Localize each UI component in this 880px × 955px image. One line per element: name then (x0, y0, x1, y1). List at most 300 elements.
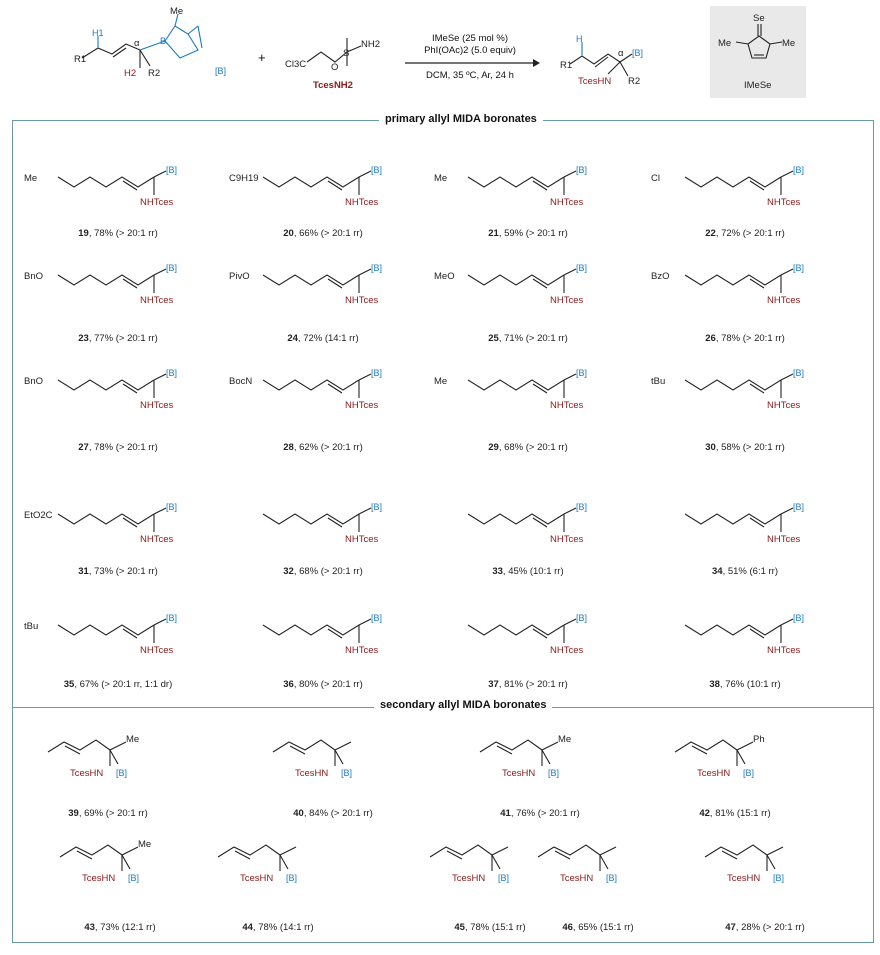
compound-33-caption (458, 566, 598, 577)
bond (359, 619, 371, 625)
compound-24-structure (223, 253, 423, 333)
compound-40-caption (263, 808, 403, 819)
compound-number: 40 (293, 808, 304, 819)
tcesnh2-structure (285, 20, 385, 95)
bond (65, 746, 80, 754)
tceshn-label: TcesHN (697, 768, 731, 779)
compound-38-structure (645, 603, 845, 683)
secondary-section-title: secondary allyl MIDA boronates (374, 699, 552, 711)
condition-line-2: PhI(OAc)2 (5.0 equiv) (424, 45, 516, 56)
compound-number: 38 (709, 679, 720, 690)
bond (767, 847, 783, 855)
compound-35-structure (18, 603, 218, 683)
r2-label: R2 (148, 68, 161, 79)
nhtces-label: NHTces (140, 534, 174, 545)
compound-33-structure (428, 492, 628, 572)
product-structure (560, 20, 670, 95)
boronate-label: [B] (576, 263, 588, 273)
compound-21-caption (458, 228, 598, 239)
nhtces-label: NHTces (767, 295, 801, 306)
bond (564, 374, 576, 380)
plus-sign: + (258, 50, 266, 65)
bond (58, 625, 154, 635)
compound-38-caption (675, 679, 815, 690)
compound-34-structure (645, 492, 845, 572)
boronate-label: [B] (548, 768, 560, 778)
compound-number: 27 (78, 442, 89, 453)
compound-yield: , 67% (> 20:1 rr, 1:1 dr) (74, 679, 173, 690)
bond (235, 851, 250, 859)
compound-yield: , 78% (14:1 rr) (252, 922, 314, 933)
compound-yield: , 28% (> 20:1 rr) (735, 922, 805, 933)
compound-number: 46 (562, 922, 573, 933)
nhtces-label: NHTces (345, 197, 379, 208)
compound-42-caption (665, 808, 805, 819)
primary-section-title: primary allyl MIDA boronates (379, 113, 543, 125)
tceshn-label: TcesHN (727, 873, 761, 884)
bond (263, 177, 359, 187)
compound-43-structure (30, 825, 210, 905)
nhtces-label: NHTces (550, 534, 584, 545)
compound-yield: , 65% (15:1 rr) (572, 922, 634, 933)
compound-number: 47 (725, 922, 736, 933)
compound-22-structure (645, 155, 845, 235)
tceshn-label: TcesHN (560, 873, 594, 884)
bond (273, 740, 335, 752)
compound-32-structure (223, 492, 423, 572)
nh2-label: NH2 (361, 39, 381, 50)
nhtces-label: NHTces (767, 645, 801, 656)
bond (122, 855, 130, 869)
alpha-label: α (134, 38, 140, 49)
compound-number: 37 (488, 679, 499, 690)
bond (58, 380, 154, 390)
compound-40-structure (243, 720, 423, 800)
boronate-label: [B] (773, 873, 785, 883)
compound-31-caption (48, 566, 188, 577)
compound-39-caption (38, 808, 178, 819)
boronate-label: [B] (576, 165, 588, 175)
nhtces-label: NHTces (140, 197, 174, 208)
nhtces-label: NHTces (550, 197, 584, 208)
compound-19-caption (48, 228, 188, 239)
nhtces-label: NHTces (767, 400, 801, 411)
compound-22-caption (675, 228, 815, 239)
compound-number: 28 (283, 442, 294, 453)
compound-21-structure (428, 155, 628, 235)
boronate-label: [B] (215, 66, 227, 76)
r1-label: R1 (74, 54, 87, 65)
bond (685, 625, 781, 635)
compound-number: 25 (488, 333, 499, 344)
compound-43-caption (50, 922, 190, 933)
compound-47-caption (695, 922, 835, 933)
imese-me-right: Me (782, 38, 796, 49)
bond (359, 374, 371, 380)
nhtces-label: NHTces (550, 295, 584, 306)
bond (58, 177, 154, 187)
nhtces-label: NHTces (140, 295, 174, 306)
bond (564, 269, 576, 275)
compound-yield: , 66% (> 20:1 rr) (293, 228, 363, 239)
boronate-label: [B] (371, 368, 383, 378)
product-r1-label: R1 (560, 60, 573, 71)
nhtces-label: NHTces (140, 400, 174, 411)
substituent-label: BnO (24, 376, 44, 387)
bond (447, 851, 462, 859)
compound-yield: , 77% (> 20:1 rr) (88, 333, 158, 344)
compound-44-structure (188, 825, 368, 905)
product-h-label: H (576, 34, 583, 44)
bond (492, 847, 508, 855)
compound-number: 41 (500, 808, 511, 819)
selenium-label: Se (753, 13, 765, 24)
product-boronate-label: [B] (632, 48, 644, 58)
starting-material-structure (70, 6, 250, 98)
compound-19-structure (18, 155, 218, 235)
boronate-label: [B] (793, 368, 805, 378)
compound-39-structure (18, 720, 198, 800)
boronate-label: [B] (371, 502, 383, 512)
compound-47-structure (675, 825, 855, 905)
compound-yield: , 58% (> 20:1 rr) (715, 442, 785, 453)
compound-number: 39 (68, 808, 79, 819)
compound-number: 45 (454, 922, 465, 933)
substituent-label: BzO (651, 271, 670, 282)
compound-number: 35 (63, 679, 75, 690)
tceshn-label: TcesHN (82, 873, 116, 884)
bond (280, 847, 296, 855)
boronate-label: [B] (576, 613, 588, 623)
bond (468, 380, 564, 390)
substituent-label: Me (434, 376, 448, 387)
boronate-label: [B] (576, 368, 588, 378)
compound-yield: , 78% (> 20:1 rr) (88, 442, 158, 453)
compound-41-caption (470, 808, 610, 819)
bond (263, 380, 359, 390)
substituent-label: Me (138, 839, 152, 850)
bond (722, 851, 737, 859)
bond (781, 508, 793, 514)
compound-41-structure (450, 720, 630, 800)
compound-36-caption (253, 679, 393, 690)
bond (538, 845, 600, 857)
compound-yield: , 72% (14:1 rr) (297, 333, 359, 344)
bond (280, 855, 288, 869)
compound-number: 19 (78, 228, 89, 239)
compound-24-caption (253, 333, 393, 344)
compound-20-caption (253, 228, 393, 239)
n-methyl-label: Me (170, 6, 184, 17)
bond (675, 740, 737, 752)
substituent-label: Ph (753, 734, 765, 745)
bond (480, 740, 542, 752)
compound-number: 20 (283, 228, 294, 239)
bond (359, 269, 371, 275)
compound-number: 34 (711, 566, 723, 577)
bond (685, 380, 781, 390)
tceshn-label: TcesHN (452, 873, 486, 884)
compound-31-structure (18, 492, 218, 572)
bond (497, 746, 512, 754)
bond (555, 851, 570, 859)
compound-yield: , 45% (10:1 rr) (502, 566, 564, 577)
bond (468, 177, 564, 187)
compound-number: 44 (242, 922, 253, 933)
bond (335, 742, 351, 750)
compound-yield: , 62% (> 20:1 rr) (293, 442, 363, 453)
bond (468, 275, 564, 285)
imese-structure (710, 6, 806, 98)
bond (335, 750, 343, 764)
substituent-label: PivO (229, 271, 250, 282)
boronate-label: [B] (116, 768, 128, 778)
substituent-label: EtO2C (24, 510, 53, 521)
compound-35-caption (48, 679, 188, 690)
bond (263, 625, 359, 635)
bond (122, 847, 138, 855)
product-nhtces-label: TcesHN (578, 76, 612, 87)
compound-23-structure (18, 253, 218, 333)
bond (48, 740, 110, 752)
boronate-label: [B] (166, 502, 178, 512)
bond (600, 847, 616, 855)
compound-46-caption (528, 922, 668, 933)
compound-yield: , 68% (> 20:1 rr) (293, 566, 363, 577)
compound-yield: , 71% (> 20:1 rr) (498, 333, 568, 344)
tcesnh2-name: TcesNH2 (313, 80, 353, 91)
compound-44-caption (208, 922, 348, 933)
boronate-label: [B] (793, 613, 805, 623)
bond (60, 845, 122, 857)
nhtces-label: NHTces (550, 645, 584, 656)
bond (359, 508, 371, 514)
compound-yield: , 73% (12:1 rr) (94, 922, 156, 933)
product-alpha-label: α (618, 48, 624, 59)
bond (154, 269, 166, 275)
bond (542, 750, 550, 764)
bond (468, 514, 564, 524)
bond (154, 171, 166, 177)
compound-27-caption (48, 442, 188, 453)
compound-yield: , 81% (> 20:1 rr) (498, 679, 568, 690)
compound-28-structure (223, 358, 423, 438)
bond (685, 514, 781, 524)
sulfur-label: S (343, 48, 350, 59)
bond (263, 275, 359, 285)
compound-yield: , 81% (15:1 rr) (709, 808, 771, 819)
boronate-label: [B] (371, 165, 383, 175)
nhtces-label: NHTces (345, 534, 379, 545)
boronate-label: [B] (166, 368, 178, 378)
bond (781, 171, 793, 177)
compound-yield: , 78% (> 20:1 rr) (88, 228, 158, 239)
compound-number: 26 (705, 333, 716, 344)
compound-27-structure (18, 358, 218, 438)
bond (468, 625, 564, 635)
substituent-label: Me (434, 173, 448, 184)
tceshn-label: TcesHN (70, 768, 104, 779)
substituent-label: Cl (651, 173, 660, 184)
bond (737, 742, 753, 750)
bond (781, 619, 793, 625)
compound-yield: , 68% (> 20:1 rr) (498, 442, 568, 453)
tceshn-label: TcesHN (502, 768, 536, 779)
condition-line-3: DCM, 35 ºC, Ar, 24 h (426, 70, 514, 81)
bond (218, 845, 280, 857)
bond (154, 508, 166, 514)
substituent-label: Me (24, 173, 38, 184)
cl3c-label: Cl3C (285, 59, 307, 70)
bond (154, 374, 166, 380)
substituent-label: MeO (434, 271, 455, 282)
bond (492, 855, 500, 869)
compound-32-caption (253, 566, 393, 577)
compound-number: 29 (488, 442, 499, 453)
boronate-label: [B] (371, 613, 383, 623)
compound-26-caption (675, 333, 815, 344)
compound-number: 43 (84, 922, 95, 933)
compound-yield: , 78% (> 20:1 rr) (715, 333, 785, 344)
compound-42-structure (645, 720, 825, 800)
bond (154, 619, 166, 625)
compound-26-structure (645, 253, 845, 333)
compound-yield: , 51% (6:1 rr) (722, 566, 778, 577)
catalyst-box (710, 6, 806, 98)
compound-number: 36 (283, 679, 294, 690)
bond (263, 514, 359, 524)
nhtces-label: NHTces (767, 197, 801, 208)
h2-label: H2 (124, 68, 137, 79)
product-r2-label: R2 (628, 76, 641, 87)
compound-yield: , 76% (10:1 rr) (719, 679, 781, 690)
boronate-label: [B] (606, 873, 618, 883)
boronate-label: [B] (793, 165, 805, 175)
tceshn-label: TcesHN (295, 768, 329, 779)
compound-46-structure (508, 825, 688, 905)
compound-25-caption (458, 333, 598, 344)
compound-30-caption (675, 442, 815, 453)
compound-number: 30 (705, 442, 716, 453)
bond (781, 269, 793, 275)
bond (290, 746, 305, 754)
boronate-label: [B] (128, 873, 140, 883)
substituent-label: C9H19 (229, 173, 259, 184)
h1-label: H1 (92, 28, 104, 38)
compound-23-caption (48, 333, 188, 344)
nhtces-label: NHTces (345, 295, 379, 306)
bond (564, 619, 576, 625)
compound-29-structure (428, 358, 628, 438)
ether-o-label: O (331, 62, 339, 73)
substituent-label: BnO (24, 271, 44, 282)
compound-34-caption (675, 566, 815, 577)
substituent-label: Me (126, 734, 140, 745)
boronate-label: [B] (166, 165, 178, 175)
compound-yield: , 73% (> 20:1 rr) (88, 566, 158, 577)
nhtces-label: NHTces (767, 534, 801, 545)
substituent-label: tBu (24, 621, 39, 632)
bond (58, 514, 154, 524)
bond (542, 742, 558, 750)
compound-36-structure (223, 603, 423, 683)
compound-37-structure (428, 603, 628, 683)
nhtces-label: NHTces (345, 645, 379, 656)
compound-number: 32 (283, 566, 294, 577)
nhtces-label: NHTces (140, 645, 174, 656)
bond (705, 845, 767, 857)
boronate-label: [B] (341, 768, 353, 778)
compound-30-structure (645, 358, 845, 438)
imese-me-left: Me (718, 38, 732, 49)
compound-number: 31 (78, 566, 89, 577)
bond (564, 171, 576, 177)
substituent-label: tBu (651, 376, 666, 387)
compound-number: 24 (287, 333, 298, 344)
boronate-label: [B] (498, 873, 510, 883)
bond (692, 746, 707, 754)
bond (77, 851, 92, 859)
compound-number: 33 (492, 566, 503, 577)
compound-yield: , 69% (> 20:1 rr) (78, 808, 148, 819)
bond (600, 855, 608, 869)
bond (685, 177, 781, 187)
compound-yield: , 78% (15:1 rr) (464, 922, 526, 933)
compound-yield: , 72% (> 20:1 rr) (715, 228, 785, 239)
boronate-label: [B] (743, 768, 755, 778)
reaction-arrow (405, 58, 540, 68)
compound-37-caption (458, 679, 598, 690)
compound-number: 21 (488, 228, 499, 239)
compound-20-structure (223, 155, 423, 235)
nhtces-label: NHTces (345, 400, 379, 411)
boronate-label: [B] (166, 263, 178, 273)
boronate-label: [B] (793, 263, 805, 273)
compound-yield: , 76% (> 20:1 rr) (510, 808, 580, 819)
compound-number: 42 (699, 808, 710, 819)
bond (58, 275, 154, 285)
bond (359, 171, 371, 177)
compound-28-caption (253, 442, 393, 453)
tceshn-label: TcesHN (240, 873, 274, 884)
compound-yield: , 59% (> 20:1 rr) (498, 228, 568, 239)
substituent-label: Me (558, 734, 572, 745)
imese-name: IMeSe (744, 80, 772, 91)
compound-number: 22 (705, 228, 716, 239)
boronate-label: [B] (576, 502, 588, 512)
boronate-label: [B] (286, 873, 298, 883)
compound-yield: , 80% (> 20:1 rr) (293, 679, 363, 690)
compound-yield: , 84% (> 20:1 rr) (303, 808, 373, 819)
substituent-label: BocN (229, 376, 253, 387)
bond (781, 374, 793, 380)
compound-number: 23 (78, 333, 89, 344)
bond (110, 742, 126, 750)
boronate-label: [B] (793, 502, 805, 512)
bond (767, 855, 775, 869)
boronate-label: [B] (371, 263, 383, 273)
boronate-label: [B] (166, 613, 178, 623)
compound-25-structure (428, 253, 628, 333)
bond (430, 845, 492, 857)
boron-atom-label: B (160, 36, 167, 46)
nhtces-label: NHTces (550, 400, 584, 411)
compound-29-caption (458, 442, 598, 453)
bond (564, 508, 576, 514)
bond (737, 750, 745, 764)
condition-line-1: IMeSe (25 mol %) (431, 33, 509, 44)
bond (685, 275, 781, 285)
